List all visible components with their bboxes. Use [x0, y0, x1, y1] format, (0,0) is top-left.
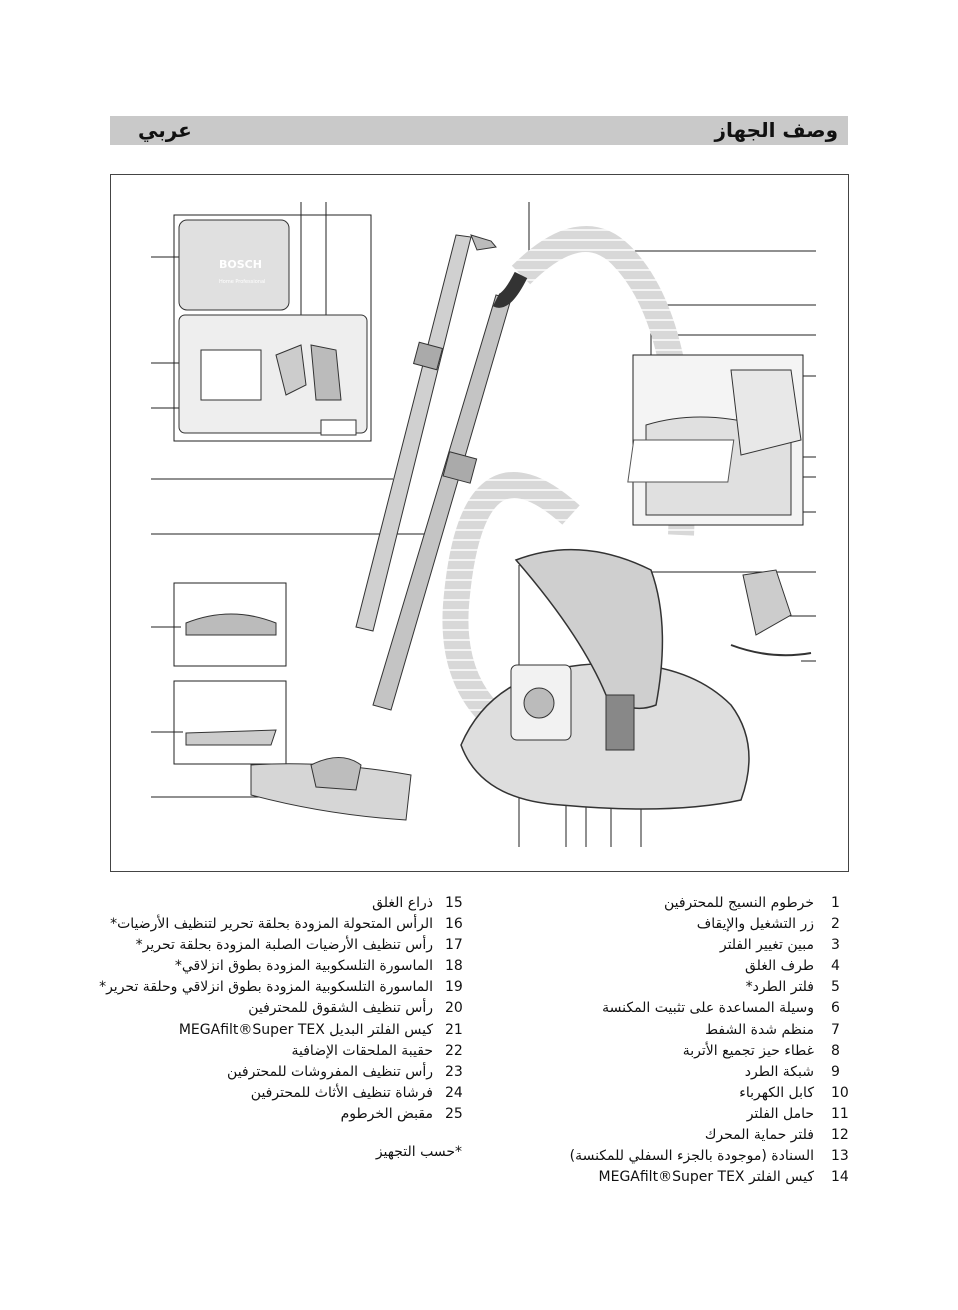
legend-item: 4 طرف الغلق [744, 958, 840, 975]
legend-item: 14 كيس الفلتر MEGAfilt®Super TEX [598, 1169, 849, 1186]
legend-item: 15 ذراع الغلق [372, 895, 463, 911]
legend-item: 6 وسيلة المساعدة على تثبيت المكنسة [602, 1000, 840, 1017]
legend-item: 18 الماسورة التلسكوبية المزودة بطوق انزلاقي* [174, 958, 463, 975]
legend-item: 11 حامل الفلتر [746, 1105, 849, 1122]
legend-item: 21 كيس الفلتر البديل MEGAfilt®Super TEX [178, 1021, 463, 1038]
svg-text:Home Professional: Home Professional [219, 279, 266, 285]
appliance-figure [110, 174, 849, 872]
svg-text:BOSCH: BOSCH [219, 258, 262, 271]
legend-item: 22 حقيبة الملحقات الإضافية [291, 1042, 463, 1059]
legend-item: 24 فرشاة تنظيف الأثاث للمحترفين [250, 1084, 463, 1101]
legend-item: 9 شبكة الطرد [744, 1063, 840, 1080]
footnote: *حسب التجهيز [375, 1144, 462, 1160]
legend-item: 20 رأس تنظيف الشقوق للمحترفين [248, 1000, 463, 1017]
legend-right [569, 893, 850, 1188]
section-header [110, 116, 848, 145]
legend-item: 7 منظم شدة الشفط [705, 1021, 840, 1038]
page-title: وصف الجهاز [714, 118, 838, 142]
language-label: عربي [138, 118, 192, 142]
legend-item: 23 رأس تنظيف المفروشات للمحترفين [227, 1063, 463, 1080]
legend-item: 10 كابل الكهرباء [739, 1084, 849, 1101]
legend-item: 2 زر التشغيل والإيقاف [696, 916, 840, 933]
legend-left [100, 893, 470, 1125]
legend-item: 13 السنادة (موجودة بالجزء السفلي للمكنسة) [569, 1148, 849, 1165]
vacuum-illustration [111, 175, 848, 871]
legend-item: 16 الرأس المتحولة المزودة بحلقة تحرير لتنظيف الأرضيات* [110, 916, 463, 933]
legend-item: 12 فلتر حماية المحرك [704, 1127, 849, 1144]
legend-item: 25 مقبض الخرطوم [340, 1105, 463, 1122]
legend-item: 17 رأس تنظيف الأرضيات الصلبة المزودة بحلقة تحرير* [135, 937, 463, 954]
legend-item: 8 غطاء حيز تجميع الأتربة [682, 1042, 840, 1059]
legend-item: 19 الماسورة التلسكوبية المزودة بطوق انزلاقي وحلقة تحرير* [99, 979, 463, 996]
legend-item: 1 خرطوم النسيج للمحترفين [663, 895, 840, 911]
accessory-case [174, 215, 371, 441]
legend-item: 3 مبين تغيير الفلتر [719, 937, 840, 954]
legend-item: 5 فلتر الطرد* [745, 979, 840, 996]
